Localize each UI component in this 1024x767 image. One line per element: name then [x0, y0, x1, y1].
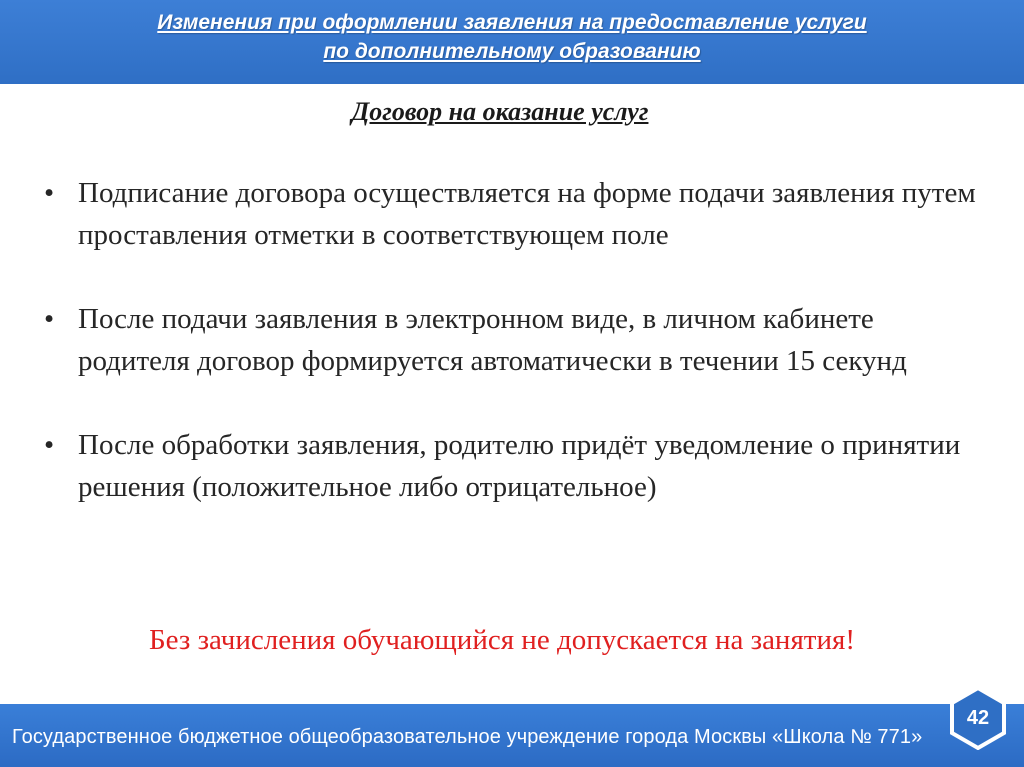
bullet-marker: •	[44, 429, 55, 461]
bullet-item	[44, 172, 984, 256]
bullet-text: Подписание договора осуществляется на форме подачи заявления путем проставления отметки в соответствующем поле	[78, 177, 976, 251]
header-bar	[0, 0, 1024, 84]
bullet-item	[44, 424, 984, 508]
footer-institution-name: Государственное бюджетное общеобразовательное учреждение города Москвы «Школа № 771»	[12, 726, 923, 748]
bullet-item	[44, 298, 984, 382]
header-title-line-1: Изменения при оформлении заявления на предоставление услуги	[157, 11, 867, 34]
bullet-marker: •	[44, 177, 55, 209]
bullet-marker: •	[44, 303, 55, 335]
header-title-line-2: по дополнительному образованию	[323, 40, 701, 63]
bullet-list	[44, 172, 984, 550]
page-number-badge	[946, 686, 1010, 750]
bullet-text: После подачи заявления в электронном виде, в личном кабинете родителя договор формируется автоматически в течении 15 секунд	[78, 303, 907, 377]
warning-text: Без зачисления обучающийся не допускается на занятия!	[149, 624, 855, 656]
section-title: Договор на оказание услуг	[351, 97, 649, 126]
footer-bar	[0, 704, 1024, 767]
header-title	[0, 8, 1024, 66]
bullet-text: После обработки заявления, родителю придёт уведомление о принятии решения (положительное либо отрицательное)	[78, 429, 961, 503]
page-number: 42	[966, 707, 990, 729]
